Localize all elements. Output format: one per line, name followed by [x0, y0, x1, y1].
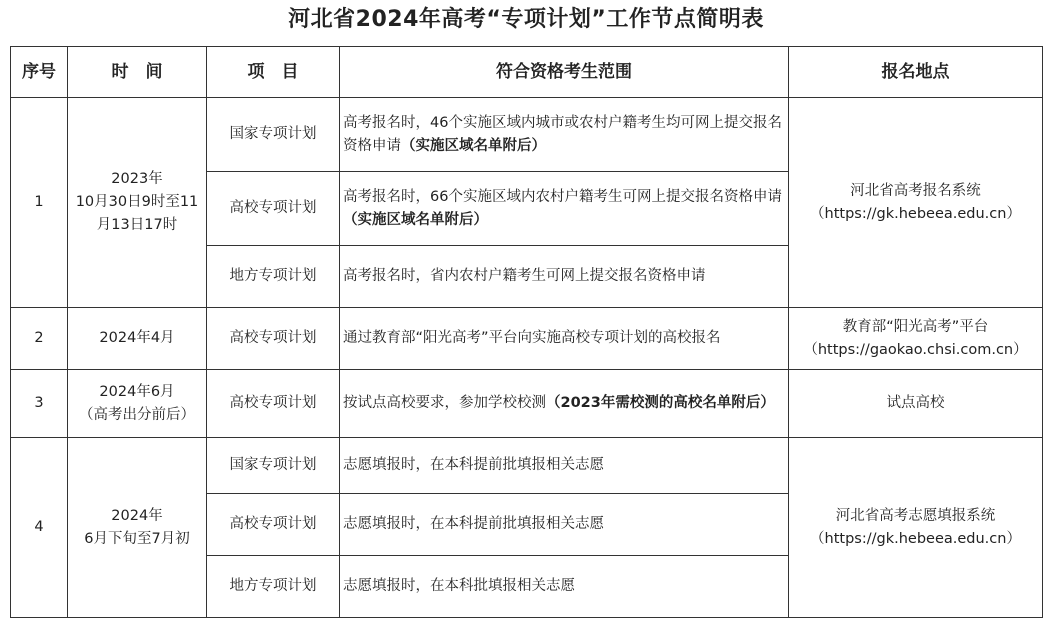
- row-time: [68, 438, 207, 618]
- row-place-line2: （https://gk.hebeea.edu.cn）: [810, 205, 1021, 222]
- row-time: [68, 370, 207, 438]
- table-row: [11, 370, 1043, 438]
- row-item: 地方专项计划: [207, 556, 340, 618]
- header-row: [11, 47, 1043, 98]
- row-time-line2: 6月下旬至7月初: [84, 530, 190, 547]
- row-index: 3: [11, 370, 68, 438]
- table-row: [11, 308, 1043, 370]
- row-item: 国家专项计划: [207, 438, 340, 494]
- row-place: [789, 308, 1043, 370]
- row-item: 高校专项计划: [207, 370, 340, 438]
- header-item: 项 目: [207, 47, 340, 98]
- row-time: [68, 98, 207, 308]
- row-scope: 高考报名时，66个实施区域内农村户籍考生可网上提交报名资格申请（实施区域名单附后）: [340, 172, 789, 246]
- row-index: 4: [11, 438, 68, 618]
- header-index: 序号: [11, 47, 68, 98]
- row-scope: 高考报名时，省内农村户籍考生可网上提交报名资格申请: [340, 246, 789, 308]
- row-time: 2024年4月: [68, 308, 207, 370]
- row-time-line1: 2024年: [111, 507, 163, 524]
- row-index: 2: [11, 308, 68, 370]
- row-scope: 按试点高校要求，参加学校校测（2023年需校测的高校名单附后）: [340, 370, 789, 438]
- row-item: 高校专项计划: [207, 308, 340, 370]
- table-row: [11, 438, 1043, 494]
- header-scope: 符合资格考生范围: [340, 47, 789, 98]
- row-item: 地方专项计划: [207, 246, 340, 308]
- row-place-line2: （https://gk.hebeea.edu.cn）: [810, 530, 1021, 547]
- row-index: 1: [11, 98, 68, 308]
- row-place-line1: 河北省高考报名系统: [850, 182, 981, 199]
- row-time-line1: 2024年6月: [99, 383, 175, 400]
- table-row: [11, 98, 1043, 172]
- row-time-line2: （高考出分前后）: [79, 406, 195, 423]
- row-item: 高校专项计划: [207, 494, 340, 556]
- row-scope: 志愿填报时，在本科批填报相关志愿: [340, 556, 789, 618]
- row-scope: 志愿填报时，在本科提前批填报相关志愿: [340, 438, 789, 494]
- row-place-line1: 河北省高考志愿填报系统: [835, 507, 996, 524]
- row-place: [789, 438, 1043, 618]
- row-place: [789, 98, 1043, 308]
- row-scope: 通过教育部“阳光高考”平台向实施高校专项计划的高校报名: [340, 308, 789, 370]
- row-place-line1: 教育部“阳光高考”平台: [842, 318, 989, 335]
- row-place: 试点高校: [789, 370, 1043, 438]
- row-item: 国家专项计划: [207, 98, 340, 172]
- row-time-line2: 10月30日9时至11月13日17时: [75, 194, 199, 233]
- row-time-line1: 2023年: [111, 171, 163, 187]
- header-place: 报名地点: [789, 47, 1043, 98]
- row-scope: 志愿填报时，在本科提前批填报相关志愿: [340, 494, 789, 556]
- header-time: 时 间: [68, 47, 207, 98]
- row-place-line2: （https://gaokao.chsi.com.cn）: [803, 341, 1028, 358]
- schedule-table: [10, 46, 1043, 618]
- row-scope: 高考报名时，46个实施区域内城市或农村户籍考生均可网上提交报名资格申请（实施区域名单附后）: [340, 98, 789, 172]
- page-title: 河北省2024年高考“专项计划”工作节点简明表: [288, 7, 764, 32]
- row-item: 高校专项计划: [207, 172, 340, 246]
